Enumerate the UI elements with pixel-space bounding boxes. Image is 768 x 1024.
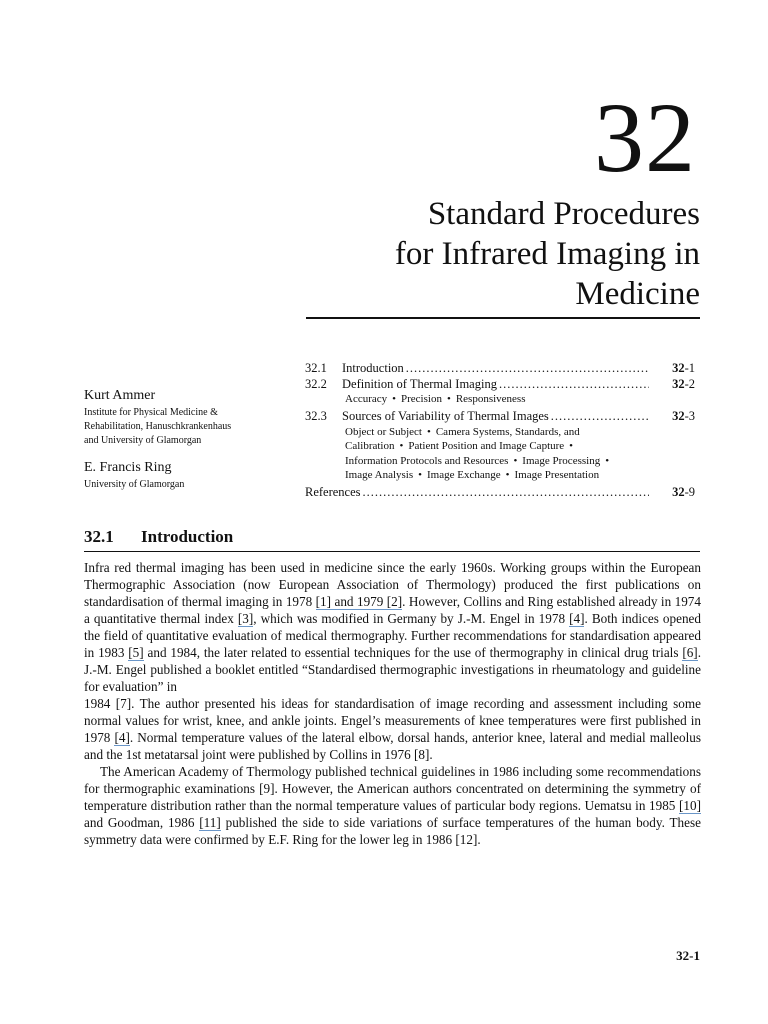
section-title: Introduction bbox=[141, 527, 234, 546]
toc-entry-page: 32-1 bbox=[672, 361, 695, 375]
toc-subtopic: Accuracy bbox=[345, 393, 388, 405]
author-affiliation bbox=[84, 478, 284, 492]
toc-entry-page: 32-9 bbox=[672, 484, 695, 499]
toc-leader-dots bbox=[499, 377, 649, 392]
bullet-glyph: • bbox=[505, 469, 510, 481]
body-text bbox=[84, 559, 701, 848]
toc-subtopic-line bbox=[345, 392, 695, 407]
toc-entry[interactable] bbox=[305, 377, 695, 393]
chapter-title-line: for Infrared Imaging in bbox=[394, 236, 700, 272]
author-block bbox=[84, 460, 284, 492]
chapter-title-line: Standard Procedures bbox=[427, 196, 700, 232]
chapter-title-line: Medicine bbox=[575, 276, 700, 312]
citation-link[interactable]: [11] bbox=[199, 815, 221, 830]
author-block bbox=[84, 388, 284, 448]
citation-link[interactable]: [6] bbox=[682, 645, 698, 660]
toc-entry-label: Sources of Variability of Thermal Images bbox=[342, 408, 549, 423]
toc-subtopic: Image Analysis bbox=[345, 469, 414, 481]
body-paragraph: 1984 [7]. The author presented his ideas for standardisation of image recording and assessment including some normal values for wrist, knee, and ankle joints. Engel’s measurements of knee temperatures were first published in 1978 [4]. Normal temperature values of the lateral elbow, dorsal hands, anterior knee, lateral and medial malleolus and the 1st metatarsal joint were published by Collins in 1976 [8]. bbox=[84, 696, 701, 762]
bullet-glyph: • bbox=[426, 425, 431, 438]
toc-entry[interactable] bbox=[305, 485, 695, 501]
toc-entry-page: 32-3 bbox=[672, 408, 695, 423]
toc-entry-label: References bbox=[305, 484, 361, 499]
toc-entry-number: 32.1 bbox=[305, 361, 327, 375]
chapter-title bbox=[240, 194, 700, 314]
toc-subtopic: Object or Subject bbox=[345, 425, 422, 438]
citation-link[interactable]: [4] bbox=[569, 611, 585, 626]
toc-subtopic: Patient Position and Image Capture bbox=[408, 440, 565, 452]
toc-subtopic: Image Processing bbox=[522, 454, 601, 467]
page-number: 32-1 bbox=[676, 948, 700, 963]
chapter-number: 32 bbox=[594, 82, 696, 193]
toc-leader-dots bbox=[551, 409, 649, 424]
toc-subtopics bbox=[305, 392, 695, 407]
toc-entry[interactable] bbox=[305, 409, 695, 425]
toc-subtopic-line bbox=[345, 425, 695, 440]
toc-subtopic-line bbox=[345, 468, 695, 483]
toc-subtopic: Precision bbox=[401, 393, 442, 405]
toc-subtopics bbox=[305, 425, 695, 483]
title-rule bbox=[306, 317, 700, 319]
authors bbox=[84, 388, 284, 492]
toc-entry-label: Introduction bbox=[342, 361, 404, 375]
toc-subtopic: Image Presentation bbox=[514, 469, 600, 481]
section-number: 32.1 bbox=[84, 527, 114, 546]
citation-link[interactable]: [3] bbox=[237, 611, 254, 626]
citation-link[interactable]: [5] bbox=[128, 645, 144, 660]
toc-subtopic: Image Exchange bbox=[427, 469, 501, 481]
citation-link[interactable]: [4] bbox=[114, 730, 130, 745]
affiliation-line: University of Glamorgan bbox=[84, 479, 185, 490]
toc-entry-page: 32-2 bbox=[672, 377, 695, 391]
bullet-glyph: • bbox=[605, 454, 610, 467]
body-paragraph: The American Academy of Thermology published technical guidelines in 1986 including some recommendations for thermographic examinations [9]. However, the American authors concentrated on determining the symmetry of temperature distribution rather than the normal temperature values of particular body regions. Uematsu in 1985 [10] and Goodman, 1986 [11] published the side to side variations of surface temperatures of the human body. These symmetry data were confirmed by E.F. Ring for the lower leg in 1986 [12]. bbox=[84, 764, 701, 847]
citation-link[interactable]: [1] and 1979 [2] bbox=[315, 594, 403, 609]
author-name: Kurt Ammer bbox=[84, 388, 156, 403]
toc-entry-label: Definition of Thermal Imaging bbox=[342, 377, 497, 391]
section-rule bbox=[84, 551, 700, 552]
bullet-glyph: • bbox=[392, 393, 396, 405]
affiliation-line: and University of Glamorgan bbox=[84, 435, 202, 446]
toc-subtopic-line bbox=[345, 439, 695, 454]
toc-subtopic: Camera Systems, Standards, and bbox=[435, 425, 580, 438]
author-affiliation bbox=[84, 406, 284, 448]
section-heading bbox=[84, 527, 700, 547]
author-name: E. Francis Ring bbox=[84, 460, 172, 475]
affiliation-line: Rehabilitation, Hanuschkrankenhaus bbox=[84, 421, 232, 432]
bullet-glyph: • bbox=[446, 393, 451, 405]
body-paragraph: Infra red thermal imaging has been used in medicine since the early 1960s. Working groups within the European Thermographic Association (now European Association of Thermology) produced the first publications on standardisation of thermal imaging in 1978 [1] and 1979 [2]. However, Collins and Ring established already in 1974 a quantitative thermal index [3], which was modified in Germany by J.-M. Engel in 1978 [4]. Both indices opened the field of quantitative evaluation of medical thermography. Further recommendations for standardisation appeared in 1983 [5] and 1984, the later related to essential techniques for the use of thermography in clinical drug trials [6]. J.-M. Engel published a booklet entitled “Standardised thermographic investigations in rheumatology and guideline for evaluation” in bbox=[84, 560, 701, 694]
bullet-glyph: • bbox=[399, 440, 404, 452]
table-of-contents bbox=[305, 361, 695, 501]
toc-leader-dots bbox=[406, 361, 649, 376]
affiliation-line: Institute for Physical Medicine & bbox=[84, 407, 218, 418]
toc-subtopic: Information Protocols and Resources bbox=[345, 454, 509, 467]
toc-subtopic: Calibration bbox=[345, 440, 395, 452]
toc-entry[interactable] bbox=[305, 361, 695, 377]
toc-entry-number: 32.3 bbox=[305, 408, 327, 423]
toc-entry-number: 32.2 bbox=[305, 377, 327, 391]
bullet-glyph: • bbox=[513, 454, 518, 467]
bullet-glyph: • bbox=[418, 469, 422, 481]
bullet-glyph: • bbox=[569, 440, 574, 452]
toc-subtopic-line bbox=[345, 454, 695, 469]
citation-link[interactable]: [10] bbox=[679, 798, 701, 813]
toc-leader-dots bbox=[363, 485, 649, 500]
toc-subtopic: Responsiveness bbox=[455, 393, 526, 405]
